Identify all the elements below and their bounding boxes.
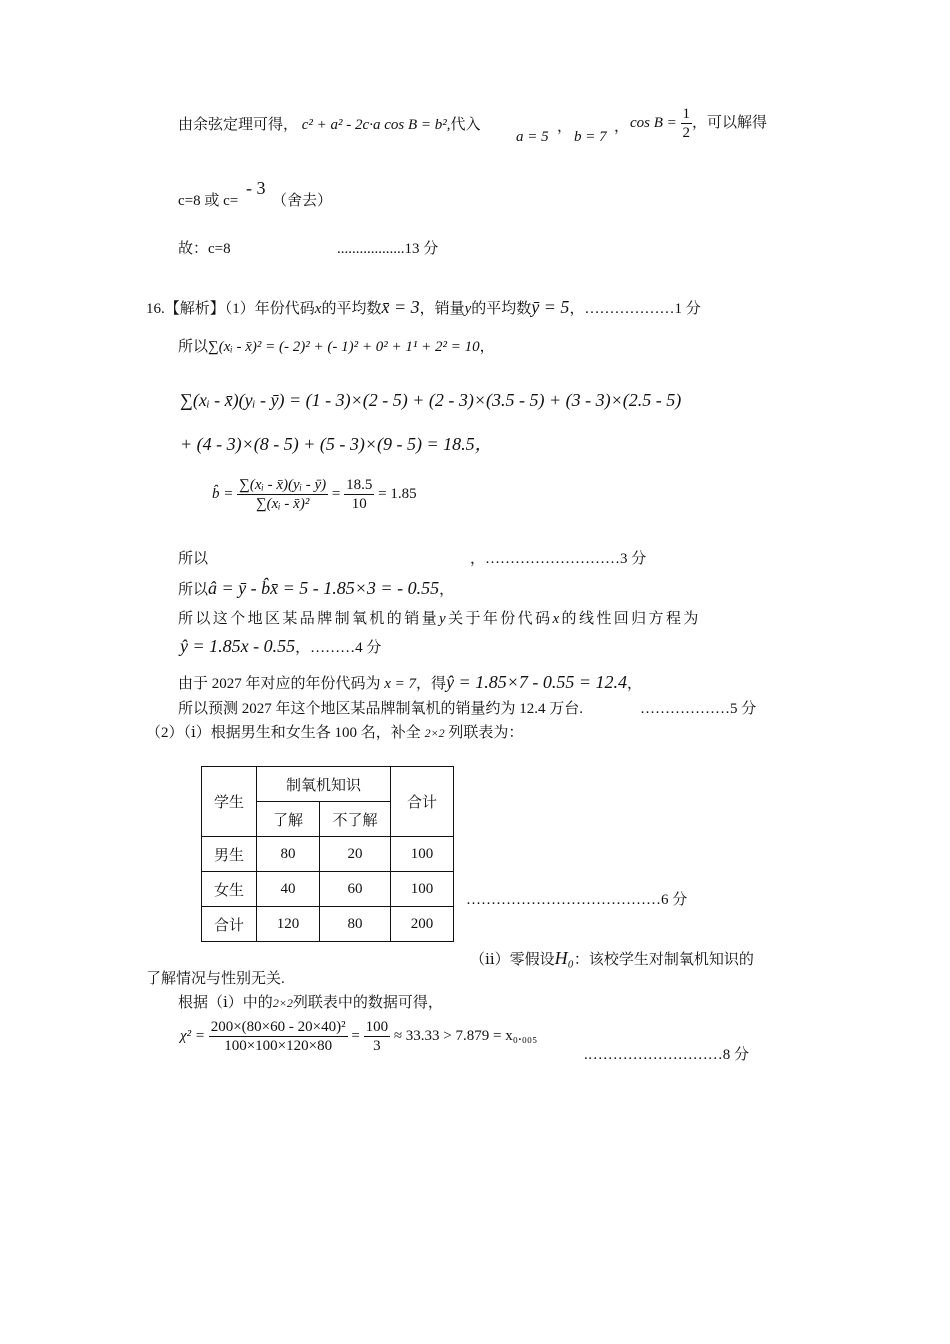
denominator: 100×100×120×80: [224, 1038, 333, 1054]
text: ：该校学生对制氧机知识的: [573, 952, 754, 968]
numerator: 1: [682, 106, 691, 122]
cell: 100: [391, 872, 454, 907]
row-label: 男生: [202, 837, 257, 872]
h0: H₀: [554, 948, 574, 968]
sum-xy-formula: + (4 - 3)×(8 - 5) + (5 - 3)×(9 - 5) = 18.5: [180, 434, 475, 454]
table-size: 2×2: [424, 726, 445, 740]
sum-sq-line: [178, 338, 495, 356]
text: 列联表为：: [448, 725, 524, 741]
score-6: …………………………………6 分: [466, 892, 688, 908]
prediction-line: [178, 672, 642, 694]
chi-fraction-2: [364, 1018, 391, 1055]
regression-line-text: [178, 610, 701, 628]
text: ,代入: [446, 117, 481, 133]
denominator: 3: [373, 1038, 381, 1054]
text: 列联表中的数据可得，: [292, 995, 443, 1011]
sum-xy-line-1: ∑(xᵢ - x̄)(yᵢ - ȳ) = (1 - 3)×(2 - 5) + (2 - 3)×(3.5 - 5) + (3 - 3)×(2.5 - 5): [180, 390, 682, 410]
pred-equation: ŷ = 1.85×7 - 0.55 = 12.4: [446, 672, 627, 692]
part2ii-line: [470, 948, 754, 970]
suoyi: 所以: [178, 551, 209, 567]
header-know: 了解: [257, 802, 320, 837]
numerator: ∑(xᵢ - x̄)(yᵢ - ȳ): [239, 477, 327, 493]
cell: 40: [257, 872, 320, 907]
text: ，销量: [419, 301, 465, 317]
value-b: b = 7: [574, 129, 607, 145]
regression-equation-line: [180, 636, 381, 658]
text: （2）（ⅰ）根据男生和女生各 100 名，补全: [146, 725, 421, 741]
text: （ⅱ）零假设: [470, 952, 555, 968]
text: ，: [479, 339, 495, 355]
cosine-law-line: [178, 116, 481, 134]
pred-x: x = 7: [384, 676, 417, 692]
text: 16.【解析】（1）年份代码: [146, 301, 315, 317]
bhat-fraction: [237, 476, 328, 513]
numerator: 100: [365, 1019, 389, 1035]
cell: 80: [257, 837, 320, 872]
sum-xy-line-2: [180, 434, 493, 456]
text: c=8 或 c=: [178, 193, 239, 209]
text: =: [351, 1027, 360, 1044]
text: 所以这个地区某品牌制氧机的销量: [178, 611, 440, 627]
bhat-fraction-2: [344, 476, 374, 513]
comma: ，: [557, 119, 573, 135]
text: 关于年份代码: [448, 611, 553, 627]
text: 的平均数: [321, 301, 382, 317]
neg-three: - 3: [246, 178, 266, 198]
cell: 120: [257, 907, 320, 942]
text: ，: [627, 676, 643, 692]
mean-y: ȳ = 5: [531, 297, 570, 317]
fraction-half: [681, 105, 693, 142]
formula: c² + a² - 2c·a cos B = b²: [301, 117, 447, 133]
numerator: 18.5: [346, 477, 373, 493]
sum-sq-formula: ∑(xᵢ - x̄)² = (- 2)² + (- 1)² + 0² + 1¹ + 2² = 10: [208, 339, 480, 355]
contingency-table: [201, 766, 454, 942]
text: 所以: [178, 339, 209, 355]
header-total: 合计: [391, 767, 454, 837]
ahat-formula: â = ȳ - b̂x̄ = 5 - 1.85×3 = - 0.55: [208, 578, 440, 598]
denominator: 2: [682, 125, 691, 141]
mean-x: x̄ = 3: [381, 297, 420, 317]
regression-equation: ŷ = 1.85x - 0.55: [180, 636, 296, 656]
cosb-label: cos B =: [630, 114, 677, 131]
text: 所以: [178, 582, 209, 598]
text: ，可以解得: [692, 114, 768, 131]
prediction-conclusion: 所以预测 2027 年这个地区某品牌制氧机的销量约为 12.4 万台.: [178, 701, 584, 717]
part2ii-line-2: 了解情况与性别无关.: [146, 971, 285, 987]
chi-result: ≈ 33.33 > 7.879 = x₀.₀₀₅: [393, 1027, 538, 1044]
text: 的线性回归方程为: [561, 611, 701, 627]
score-1: ，………………1 分: [569, 301, 701, 317]
c-conclusion: 故：c=8: [178, 241, 231, 257]
header-notknow: 不了解: [320, 802, 391, 837]
score-4: ，………4 分: [295, 640, 382, 656]
chi-lhs: χ² =: [180, 1027, 205, 1044]
table-row: [202, 907, 454, 942]
comma: ，: [614, 119, 630, 135]
text: 由于 2027 年对应的年份代码为: [178, 676, 381, 692]
var-x: x: [314, 301, 322, 317]
score-13: ..................13 分: [337, 241, 439, 257]
var-y: y: [464, 301, 472, 317]
var-x: x: [552, 611, 562, 627]
cell: 80: [320, 907, 391, 942]
cell: 200: [391, 907, 454, 942]
denominator: ∑(xᵢ - x̄)²: [255, 496, 310, 512]
numerator: 200×(80×60 - 20×40)²: [210, 1019, 346, 1035]
score-3: ，………………………3 分: [470, 551, 647, 567]
var-y: y: [439, 611, 449, 627]
cell: 20: [320, 837, 391, 872]
row-label: 女生: [202, 872, 257, 907]
table-row: [202, 837, 454, 872]
table-row: [202, 872, 454, 907]
cell: 100: [391, 837, 454, 872]
denominator: 10: [351, 496, 367, 512]
ahat-line: [178, 578, 454, 600]
text: ，得: [416, 676, 447, 692]
table-size: 2×2: [272, 996, 293, 1010]
c-result-line: [178, 192, 238, 210]
score-5: ………………5 分: [640, 701, 757, 717]
text: = 1.85: [378, 485, 417, 502]
text: 由余弦定理可得，: [178, 117, 299, 133]
value-a: a = 5: [516, 129, 549, 145]
text: =: [331, 485, 341, 502]
text: ，: [439, 582, 455, 598]
part2-heading: [146, 724, 523, 742]
chi-fraction: [209, 1018, 348, 1055]
discard-note: （舍去）: [272, 193, 333, 209]
q16-heading: [146, 297, 701, 319]
text: ，: [474, 434, 493, 454]
header-knowledge: 制氧机知识: [257, 767, 391, 802]
text: 的平均数: [471, 301, 532, 317]
basis-line: [178, 994, 443, 1012]
cosb-eq: [630, 105, 767, 142]
score-8: .………………………8 分: [584, 1047, 750, 1063]
chi-square-formula: [180, 1018, 537, 1055]
bhat-lhs: b̂ =: [212, 485, 234, 502]
header-student: 学生: [202, 767, 257, 837]
row-label: 合计: [202, 907, 257, 942]
text: 根据（ⅰ）中的: [178, 995, 273, 1011]
bhat-formula: [212, 476, 417, 513]
cell: 60: [320, 872, 391, 907]
